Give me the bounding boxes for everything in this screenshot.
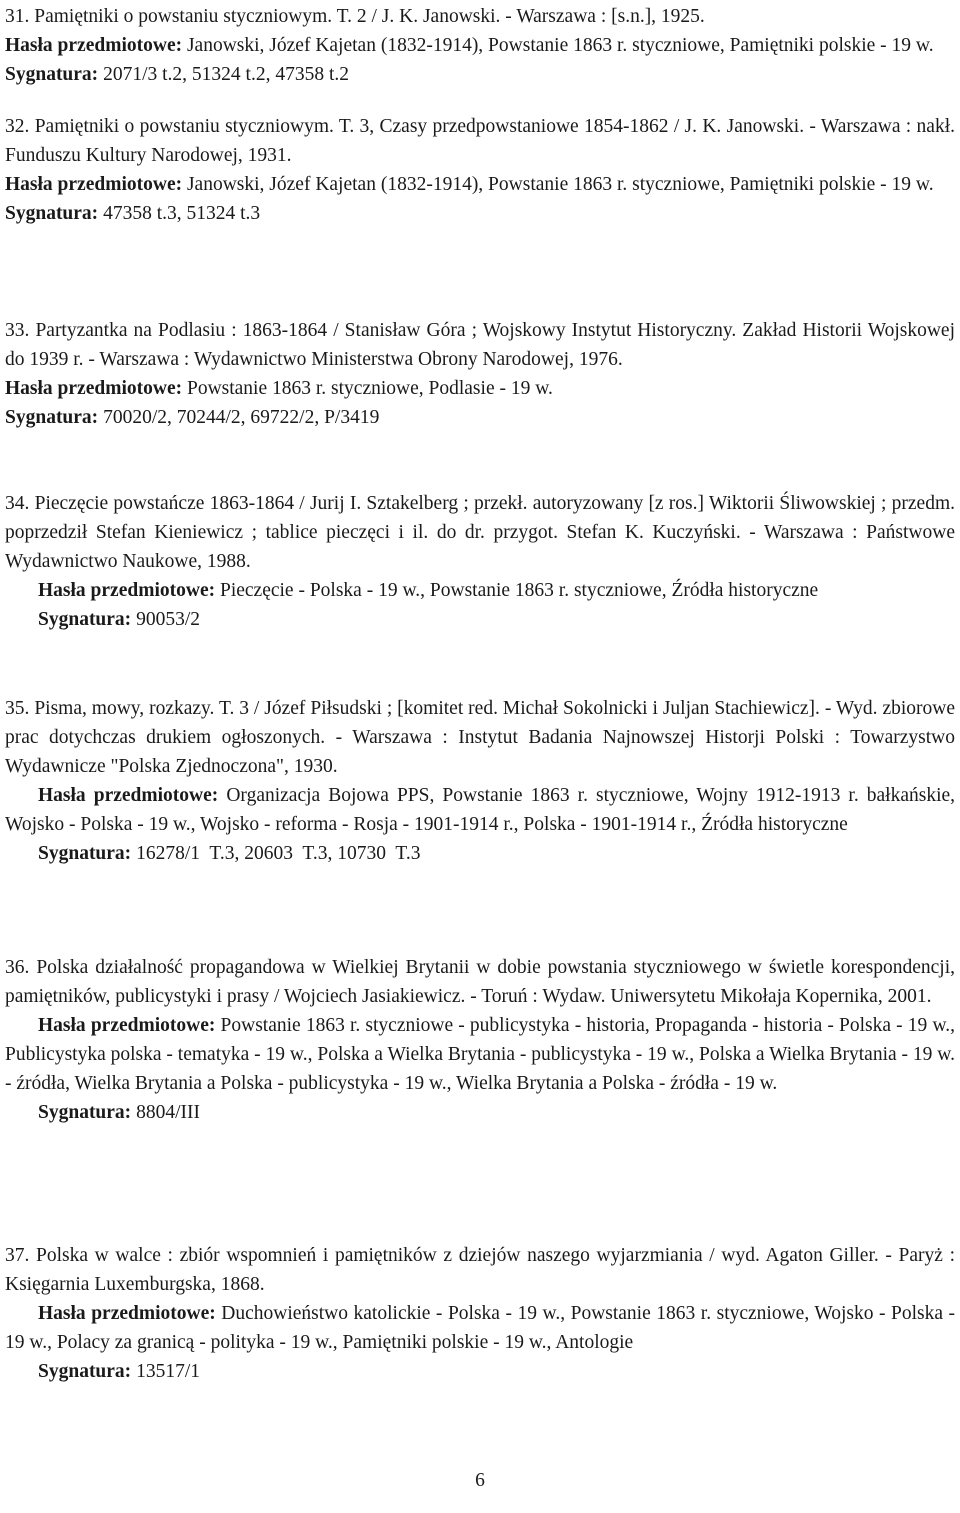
entry-title: Pieczęcie powstańcze 1863-1864 / Jurij I. Sztakelberg ; przekł. autoryzowany [z ros.] Wiktorii Śliwowskiej ; przedm. poprzedził Stefan Kieniewicz ; tablice pieczęci i il. do dr. przygot. Stefan K. Kuczyński. - Warszawa : Państwowe Wydawnictwo Naukowe, 1988. bbox=[5, 493, 956, 572]
entry-description bbox=[5, 694, 955, 781]
signature-label: Sygnatura: bbox=[5, 203, 99, 224]
subjects-label: Hasła przedmiotowe: bbox=[5, 378, 183, 399]
subjects-value: Janowski, Józef Kajetan (1832-1914), Powstanie 1863 r. styczniowe, Pamiętniki polskie - 19 w. bbox=[186, 35, 934, 56]
entry-subjects bbox=[5, 576, 955, 605]
subjects-label: Hasła przedmiotowe: bbox=[38, 1303, 216, 1324]
entry-signature bbox=[5, 403, 955, 432]
entry-title: Pamiętniki o powstaniu styczniowym. T. 2 / J. K. Janowski. - Warszawa : [s.n.], 1925. bbox=[34, 6, 705, 27]
signature-label: Sygnatura: bbox=[38, 1361, 132, 1382]
entry-description bbox=[5, 316, 955, 374]
bibliography-entry bbox=[5, 2, 955, 89]
entry-subjects bbox=[5, 781, 955, 839]
entry-title: Polska działalność propagandowa w Wielkiej Brytanii w dobie powstania styczniowego w świetle korespondencji, pamiętników, publicystyki i prasy / Wojciech Jasiakiewicz. - Toruń : Wydaw. Uniwersytetu Mikołaja Kopernika, 2001. bbox=[5, 957, 955, 1007]
entry-number: 31. bbox=[5, 6, 30, 27]
signature-value: 13517/1 bbox=[136, 1361, 200, 1382]
entry-number: 32. bbox=[5, 116, 30, 137]
entry-signature bbox=[5, 199, 955, 228]
entry-number: 33. bbox=[5, 320, 30, 341]
subjects-label: Hasła przedmiotowe: bbox=[38, 785, 219, 806]
signature-value: 16278/1 T.3, 20603 T.3, 10730 T.3 bbox=[136, 843, 421, 864]
page-number: 6 bbox=[475, 1470, 485, 1491]
signature-label: Sygnatura: bbox=[38, 609, 132, 630]
signature-label: Sygnatura: bbox=[5, 407, 99, 428]
signature-label: Sygnatura: bbox=[38, 1102, 132, 1123]
entry-description bbox=[5, 2, 955, 31]
bibliography-entry bbox=[5, 694, 955, 868]
entry-number: 37. bbox=[5, 1245, 30, 1266]
entry-number: 36. bbox=[5, 957, 30, 978]
entry-signature bbox=[5, 839, 955, 868]
bibliography-entry bbox=[5, 112, 955, 228]
bibliography-entry bbox=[5, 316, 955, 432]
entry-title: Pamiętniki o powstaniu styczniowym. T. 3, Czasy przedpowstaniowe 1854-1862 / J. K. Janowski. - Warszawa : nakł. Funduszu Kultury Narodowej, 1931. bbox=[5, 116, 955, 166]
entry-subjects bbox=[5, 170, 955, 199]
entry-subjects bbox=[5, 1011, 955, 1098]
entry-signature bbox=[5, 1357, 955, 1386]
entry-description bbox=[5, 953, 955, 1011]
entry-signature bbox=[5, 60, 955, 89]
signature-label: Sygnatura: bbox=[38, 843, 132, 864]
subjects-value: Powstanie 1863 r. styczniowe, Podlasie - 19 w. bbox=[186, 378, 553, 399]
bibliography-entry bbox=[5, 953, 955, 1127]
signature-label: Sygnatura: bbox=[5, 64, 99, 85]
entry-number: 34. bbox=[5, 493, 30, 514]
entry-subjects bbox=[5, 31, 955, 60]
entry-subjects bbox=[5, 1299, 955, 1357]
subjects-label: Hasła przedmiotowe: bbox=[38, 580, 216, 601]
subjects-label: Hasła przedmiotowe: bbox=[38, 1015, 216, 1036]
subjects-label: Hasła przedmiotowe: bbox=[5, 174, 183, 195]
signature-value: 47358 t.3, 51324 t.3 bbox=[103, 203, 261, 224]
subjects-value: Powstanie 1863 r. styczniowe - publicystyka - historia, Propaganda - historia - Polska - 19 w., Publicystyka polska - tematyka - 19 w., Polska a Wielka Brytania - publicystyka - 19 w., Polska a Wielka Brytania - 19 w. - źródła, Wielka Brytania a Polska - publicystyka - 19 w., Wielka Brytania a Polska - źródła - 19 w. bbox=[5, 1015, 956, 1094]
subjects-value: Organizacja Bojowa PPS, Powstanie 1863 r. styczniowe, Wojny 1912-1913 r. bałkańskie, Wojsko - Polska - 19 w., Wojsko - reforma - Rosja - 1901-1914 r., Polska - 1901-1914 r., Źródła historyczne bbox=[5, 785, 956, 835]
subjects-value: Janowski, Józef Kajetan (1832-1914), Powstanie 1863 r. styczniowe, Pamiętniki polskie - 19 w. bbox=[186, 174, 934, 195]
subjects-label: Hasła przedmiotowe: bbox=[5, 35, 183, 56]
signature-value: 8804/III bbox=[136, 1102, 200, 1123]
entry-description bbox=[5, 112, 955, 170]
entry-subjects bbox=[5, 374, 955, 403]
entry-number: 35. bbox=[5, 698, 30, 719]
entry-signature bbox=[5, 1098, 955, 1127]
subjects-value: Pieczęcie - Polska - 19 w., Powstanie 1863 r. styczniowe, Źródła historyczne bbox=[219, 580, 819, 601]
entry-title: Pisma, mowy, rozkazy. T. 3 / Józef Piłsudski ; [komitet red. Michał Sokolnicki i Juljan Stachiewicz]. - Wyd. zbiorowe prac dotychczas drukiem ogłoszonych. - Warszawa : Instytut Badania Najnowszej Historji Polski : Towarzystwo Wydawnicze "Polska Zjednoczona", 1930. bbox=[5, 698, 956, 777]
signature-value: 70020/2, 70244/2, 69722/2, P/3419 bbox=[103, 407, 380, 428]
entry-title: Polska w walce : zbiór wspomnień i pamiętników z dziejów naszego wyjarzmiania / wyd. Agaton Giller. - Paryż : Księgarnia Luxemburgska, 1868. bbox=[5, 1245, 956, 1295]
entry-signature bbox=[5, 605, 955, 634]
entry-description bbox=[5, 489, 955, 576]
entry-title: Partyzantka na Podlasiu : 1863-1864 / Stanisław Góra ; Wojskowy Instytut Historyczny. Zakład Historii Wojskowej do 1939 r. - Warszawa : Wydawnictwo Ministerstwa Obrony Narodowej, 1976. bbox=[5, 320, 955, 370]
subjects-value: Duchowieństwo katolickie - Polska - 19 w., Powstanie 1863 r. styczniowe, Wojsko - Polska - 19 w., Polacy za granicą - polityka - 19 w., Pamiętniki polskie - 19 w., Antologie bbox=[5, 1303, 956, 1353]
bibliography-entry bbox=[5, 1241, 955, 1386]
entry-description bbox=[5, 1241, 955, 1299]
signature-value: 90053/2 bbox=[136, 609, 200, 630]
bibliography-entry bbox=[5, 489, 955, 634]
signature-value: 2071/3 t.2, 51324 t.2, 47358 t.2 bbox=[103, 64, 349, 85]
